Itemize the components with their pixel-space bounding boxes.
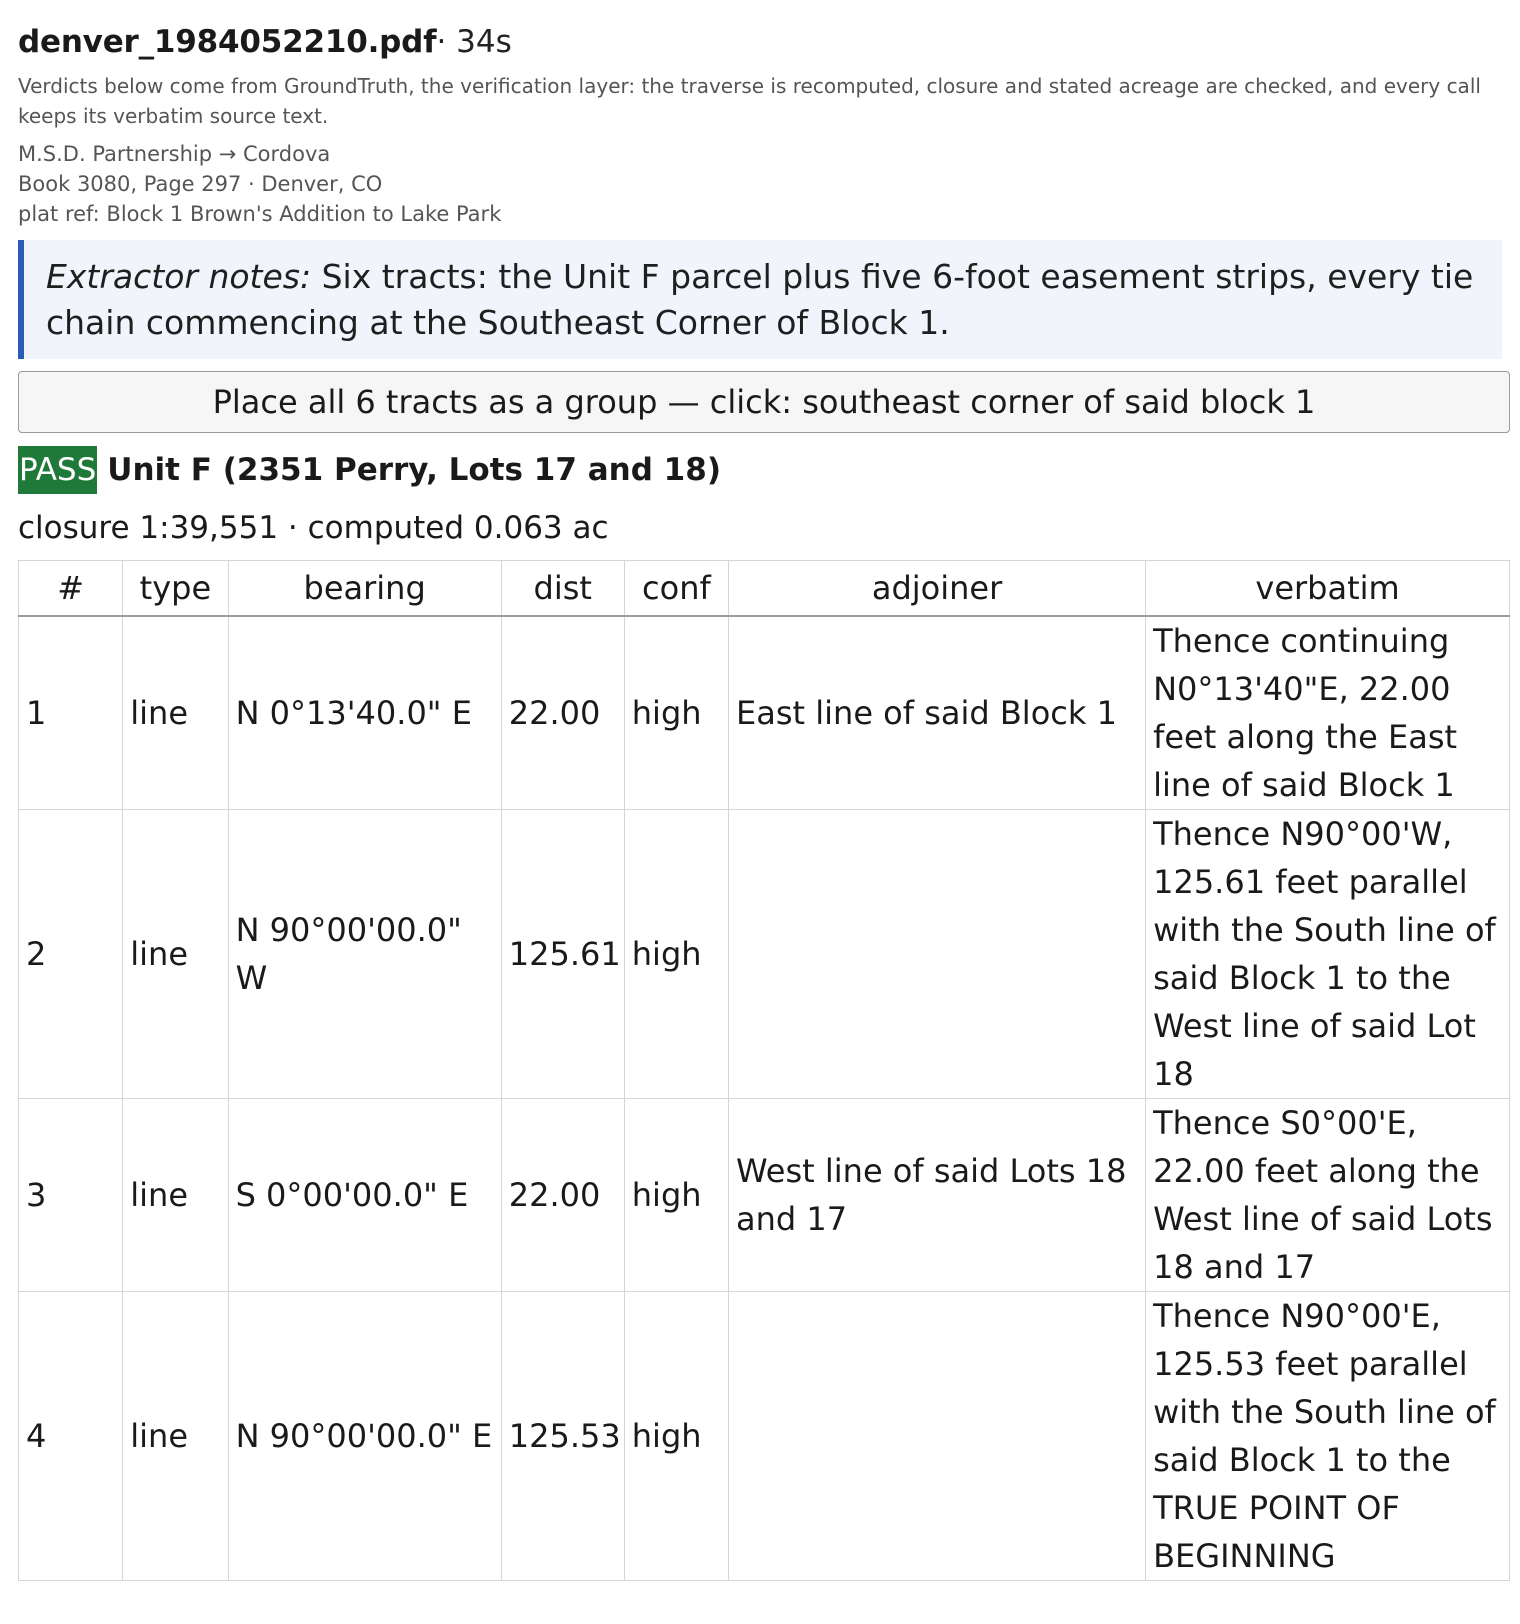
tract-header xyxy=(18,444,1502,496)
cell-verbatim: Thence N90°00'E, 125.53 feet parallel with the South line of said Block 1 to the TRUE POINT OF BEGINNING xyxy=(1146,1292,1510,1581)
deed-metadata xyxy=(18,139,1502,229)
cell-adjoiner xyxy=(729,1292,1146,1581)
place-tracts-button[interactable]: Place all 6 tracts as a group — click: southeast corner of said block 1 xyxy=(18,371,1510,433)
column-header-num: # xyxy=(19,561,123,617)
cell-verbatim: Thence S0°00'E, 22.00 feet along the West line of said Lots 18 and 17 xyxy=(1146,1099,1510,1292)
column-header-conf: conf xyxy=(624,561,728,617)
cell-conf: high xyxy=(624,616,728,810)
plat-reference: plat ref: Block 1 Brown's Addition to Lake Park xyxy=(18,202,502,226)
tract-stats: closure 1:39,551 · computed 0.063 ac xyxy=(18,510,609,546)
table-row xyxy=(19,1099,1510,1292)
cell-conf: high xyxy=(624,1292,728,1581)
cell-bearing: N 90°00'00.0" E xyxy=(228,1292,501,1581)
cell-adjoiner: East line of said Block 1 xyxy=(729,616,1146,810)
cell-bearing: N 0°13'40.0" E xyxy=(228,616,501,810)
extractor-notes xyxy=(18,240,1502,359)
cell-adjoiner xyxy=(729,810,1146,1099)
table-row xyxy=(19,616,1510,810)
calls-table xyxy=(18,560,1510,1581)
parties: M.S.D. Partnership → Cordova xyxy=(18,142,331,166)
cell-type: line xyxy=(123,810,228,1099)
cell-conf: high xyxy=(624,1099,728,1292)
cell-dist: 22.00 xyxy=(501,616,624,810)
processing-duration: · 34s xyxy=(436,24,512,60)
cell-bearing: N 90°00'00.0" W xyxy=(228,810,501,1099)
cell-dist: 125.61 xyxy=(501,810,624,1099)
column-header-type: type xyxy=(123,561,228,617)
verification-description: Verdicts below come from GroundTruth, the verification layer: the traverse is recomputed, closure and stated acreage are checked, and every call keeps its verbatim source text. xyxy=(18,74,1481,128)
cell-type: line xyxy=(123,616,228,810)
tract-title: Unit F (2351 Perry, Lots 17 and 18) xyxy=(107,452,721,488)
cell-dist: 125.53 xyxy=(501,1292,624,1581)
table-row xyxy=(19,810,1510,1099)
cell-num: 2 xyxy=(19,810,123,1099)
extractor-notes-text: Six tracts: the Unit F parcel plus five 6-foot easement strips, every tie chain commencing at the Southeast Corner of Block 1. xyxy=(46,257,1474,342)
table-row xyxy=(19,1292,1510,1581)
cell-num: 3 xyxy=(19,1099,123,1292)
column-header-dist: dist xyxy=(501,561,624,617)
column-header-bearing: bearing xyxy=(228,561,501,617)
cell-bearing: S 0°00'00.0" E xyxy=(228,1099,501,1292)
file-name: denver_1984052210.pdf xyxy=(18,24,437,60)
cell-type: line xyxy=(123,1099,228,1292)
cell-num: 4 xyxy=(19,1292,123,1581)
cell-type: line xyxy=(123,1292,228,1581)
cell-conf: high xyxy=(624,810,728,1099)
extractor-notes-label: Extractor notes: xyxy=(46,257,312,296)
book-page-location: Book 3080, Page 297 · Denver, CO xyxy=(18,172,383,196)
cell-verbatim: Thence N90°00'W, 125.61 feet parallel with the South line of said Block 1 to the West line of said Lot 18 xyxy=(1146,810,1510,1099)
column-header-verbatim: verbatim xyxy=(1146,561,1510,617)
column-header-adjoiner: adjoiner xyxy=(729,561,1146,617)
cell-verbatim: Thence continuing N0°13'40"E, 22.00 feet along the East line of said Block 1 xyxy=(1146,616,1510,810)
cell-dist: 22.00 xyxy=(501,1099,624,1292)
cell-num: 1 xyxy=(19,616,123,810)
table-header-row xyxy=(19,561,1510,617)
cell-adjoiner: West line of said Lots 18 and 17 xyxy=(729,1099,1146,1292)
report-title xyxy=(18,16,1502,68)
status-badge: PASS xyxy=(18,446,97,494)
